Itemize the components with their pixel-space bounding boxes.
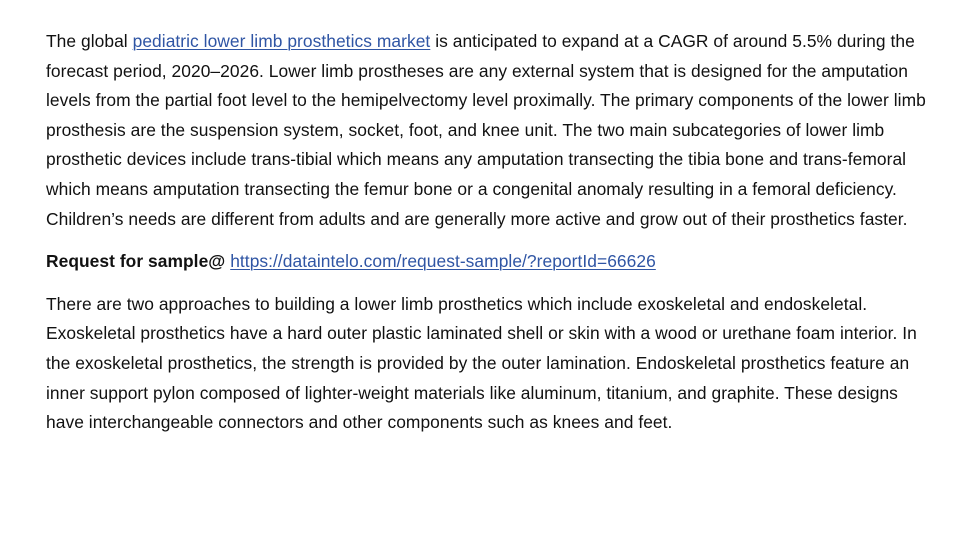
paragraph-request-sample <box>46 247 926 277</box>
paragraph-1-body: is anticipated to expand at a CAGR of around 5.5% during the forecast period, 2020–2026. Lower limb prostheses are any external system that is designed for the amputation levels from the partial foot level to the hemipelvectomy level proximally. The primary components of the lower limb prosthesis are the suspension system, socket, foot, and knee unit. The two main subcategories of lower limb prosthetic devices include trans-tibial which means any amputation transecting the tibia bone and trans-femoral which means amputation transecting the femur bone or a congenital anomaly resulting in a femoral deficiency. Children’s needs are different from adults and are generally more active and grow out of their prosthetics faster. <box>46 31 926 229</box>
document-body <box>46 27 926 438</box>
paragraph-prosthetic-approaches: There are two approaches to building a lower limb prosthetics which include exoskeletal and endoskeletal. Exoskeletal prosthetics have a hard outer plastic laminated shell or skin with a wood or urethane foam interior. In the exoskeletal prosthetics, the strength is provided by the outer lamination. Endoskeletal prosthetics feature an inner support pylon composed of lighter-weight materials like aluminum, titanium, and graphite. These designs have interchangeable connectors and other components such as knees and feet. <box>46 293 917 433</box>
paragraph-1-intro: The global <box>46 31 133 51</box>
market-report-link[interactable]: pediatric lower limb prosthetics market <box>132 31 431 51</box>
request-sample-link[interactable]: https://dataintelo.com/request-sample/?reportId=66626 <box>230 251 656 272</box>
request-sample-label: Request for sample@ <box>46 251 226 272</box>
paragraph-market-overview <box>46 27 926 234</box>
